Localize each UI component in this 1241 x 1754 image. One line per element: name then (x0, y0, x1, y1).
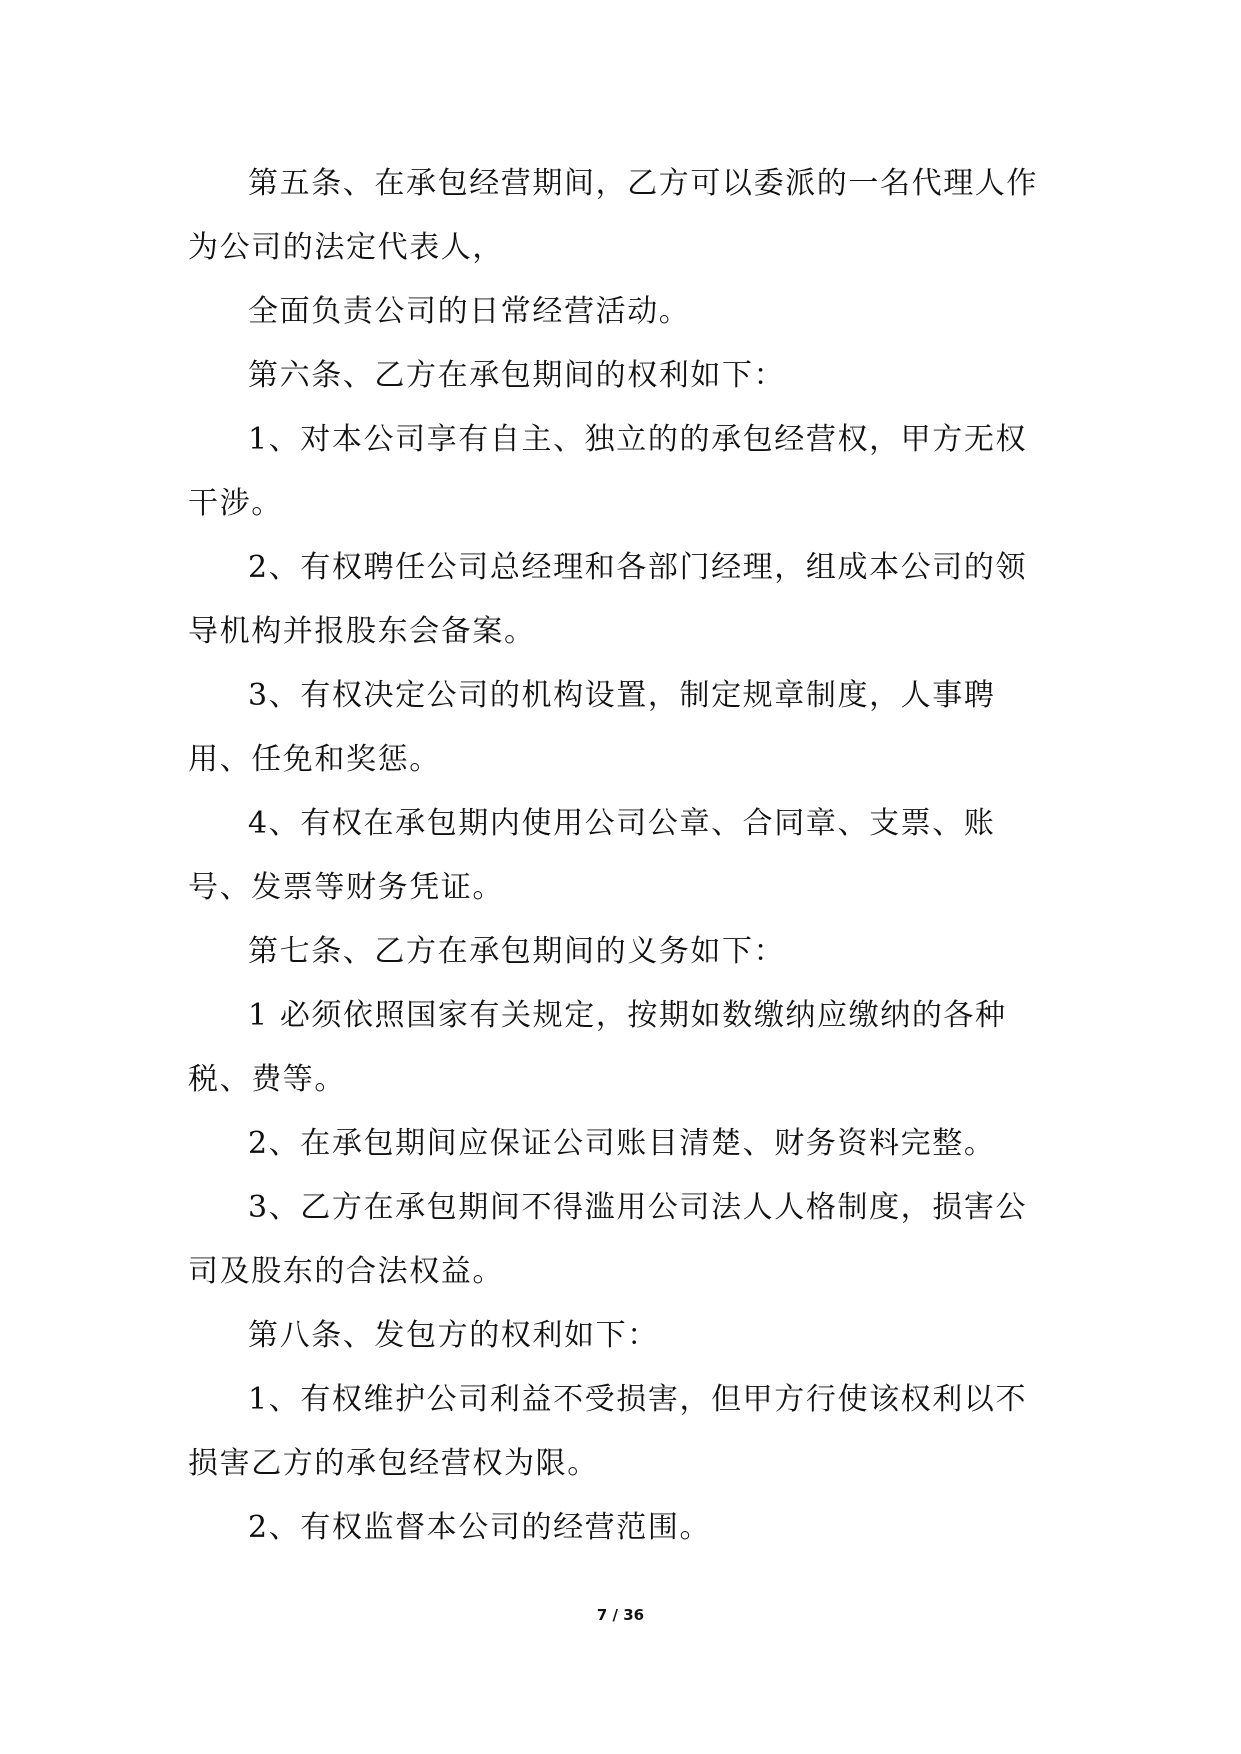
clause-paragraph: 第五条、在承包经营期间，乙方可以委派的一名代理人作为公司的法定代表人， (188, 166, 1038, 265)
document-body (188, 152, 1058, 1560)
clause-paragraph: 1、对本公司享有自主、独立的的承包经营权，甲方无权干涉。 (188, 422, 1028, 521)
clause-heading: 第七条、乙方在承包期间的义务如下： (248, 934, 786, 969)
page-number: 7 / 36 (596, 1606, 645, 1624)
clause-paragraph: 3、乙方在承包期间不得滥用公司法人人格制度，损害公司及股东的合法权益。 (188, 1190, 1028, 1289)
clause-paragraph: 2、有权监督本公司的经营范围。 (248, 1510, 712, 1545)
clause-paragraph: 2、有权聘任公司总经理和各部门经理，组成本公司的领导机构并报股东会备案。 (188, 550, 1028, 649)
clause-paragraph: 2、在承包期间应保证公司账目清楚、财务资料完整。 (248, 1126, 996, 1161)
clause-heading: 第八条、发包方的权利如下： (248, 1318, 659, 1353)
clause-heading: 第六条、乙方在承包期间的权利如下： (248, 358, 786, 393)
clause-paragraph: 全面负责公司的日常经营活动。 (248, 294, 691, 329)
clause-paragraph: 4、有权在承包期内使用公司公章、合同章、支票、账号、发票等财务凭证。 (188, 806, 996, 905)
clause-paragraph: 1 必须依照国家有关规定，按期如数缴纳应缴纳的各种税、费等。 (188, 998, 1007, 1097)
clause-paragraph: 1、有权维护公司利益不受损害，但甲方行使该权利以不损害乙方的承包经营权为限。 (188, 1382, 1028, 1481)
clause-paragraph: 3、有权决定公司的机构设置，制定规章制度，人事聘用、任免和奖惩。 (188, 678, 996, 777)
